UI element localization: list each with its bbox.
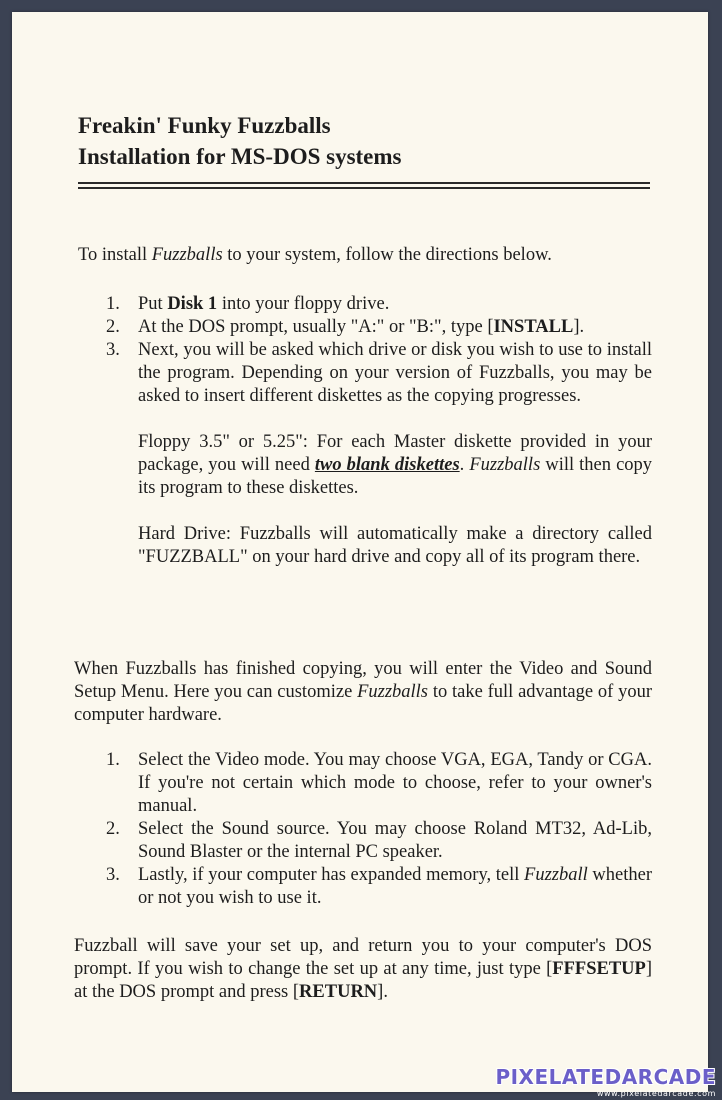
note-text: will then copy its program to these diskettes.	[138, 455, 653, 498]
step-text-part: Lastly, if your computer has expanded memory, tell	[138, 865, 525, 885]
list-item	[106, 293, 652, 316]
step-text-part: ].	[573, 317, 585, 337]
para-bold: FFFSETUP	[552, 959, 646, 979]
para-bold: RETURN	[299, 982, 378, 1002]
divider-bottom	[78, 187, 650, 189]
para-text: ].	[377, 982, 388, 1002]
step-number: 2.	[106, 819, 120, 839]
step-number: 3.	[106, 340, 120, 360]
list-item	[106, 339, 652, 569]
step-text	[138, 316, 652, 339]
title-line-2: Installation for MS-DOS systems	[78, 144, 402, 169]
install-steps-list	[106, 293, 652, 569]
step-text-part: whether or not you wish to use it.	[138, 865, 652, 908]
para-text: ] at the DOS prompt and press [	[74, 959, 652, 1002]
watermark	[495, 1065, 716, 1098]
para-text: to take full advantage of your computer hardware.	[74, 682, 652, 725]
watermark-url: www.pixelatedarcade.com	[596, 1089, 716, 1098]
para-text: When Fuzzballs has finished copying, you will enter the Video and Sound Setup Menu. Here you can customize	[74, 659, 652, 702]
step-text-part: At the DOS prompt, usually "A:" or "B:", type [	[138, 317, 494, 337]
list-item	[106, 749, 652, 818]
step-number: 3.	[106, 865, 120, 885]
step-text: Select the Sound source. You may choose Roland MT32, Ad-Lib, Sound Blaster or the internal PC speaker.	[138, 819, 652, 862]
page-title	[78, 110, 402, 172]
watermark-logo-text: PIXELATEDARCADE	[495, 1065, 716, 1089]
divider-top	[78, 182, 650, 184]
step-text-part: Put	[138, 294, 168, 314]
para-italic: Fuzzballs	[357, 682, 429, 702]
note-emphasis: two blank diskettes	[314, 455, 460, 475]
step-number: 1.	[106, 750, 120, 770]
intro-paragraph	[78, 244, 658, 267]
title-line-1: Freakin' Funky Fuzzballs	[78, 113, 331, 138]
step-italic: Fuzzball	[524, 865, 588, 885]
intro-emphasis: Fuzzballs	[151, 245, 223, 265]
setup-intro-paragraph	[74, 658, 652, 727]
note-text: .	[459, 455, 470, 475]
step-text-part: into your floppy drive.	[217, 294, 390, 314]
step-text	[138, 864, 652, 910]
list-item	[106, 316, 652, 339]
step-text: Select the Video mode. You may choose VGA, EGA, Tandy or CGA. If you're not certain which mode to choose, refer to your owner's manual.	[138, 750, 652, 816]
intro-text: To install	[78, 245, 152, 265]
instruction-card	[12, 12, 708, 1092]
list-item	[106, 864, 652, 910]
closing-paragraph	[74, 935, 652, 1004]
step-number: 2.	[106, 317, 120, 337]
step-number: 1.	[106, 294, 120, 314]
step-text	[138, 293, 652, 316]
intro-text-end: to your system, follow the directions below.	[222, 245, 552, 265]
floppy-note	[138, 431, 652, 500]
step-bold: INSTALL	[493, 317, 574, 337]
step-bold: Disk 1	[167, 294, 218, 314]
note-italic: Fuzzballs	[469, 455, 541, 475]
note-text: Floppy 3.5" or 5.25": For each Master diskette provided in your package, you will need	[138, 432, 652, 475]
step-paragraph: Next, you will be asked which drive or disk you wish to use to install the program. Depending on your version of Fuzzballs, you may be asked to insert different diskettes as the copying progresses.	[138, 340, 652, 406]
step-text	[138, 339, 652, 569]
hard-drive-note: Hard Drive: Fuzzballs will automatically make a directory called "FUZZBALL" on your hard drive and copy all of its program there.	[138, 524, 652, 567]
para-text: Fuzzball will save your set up, and return you to your computer's DOS prompt. If you wish to change the set up at any time, just type [	[74, 936, 652, 979]
setup-steps-list	[106, 749, 652, 910]
list-item	[106, 818, 652, 864]
